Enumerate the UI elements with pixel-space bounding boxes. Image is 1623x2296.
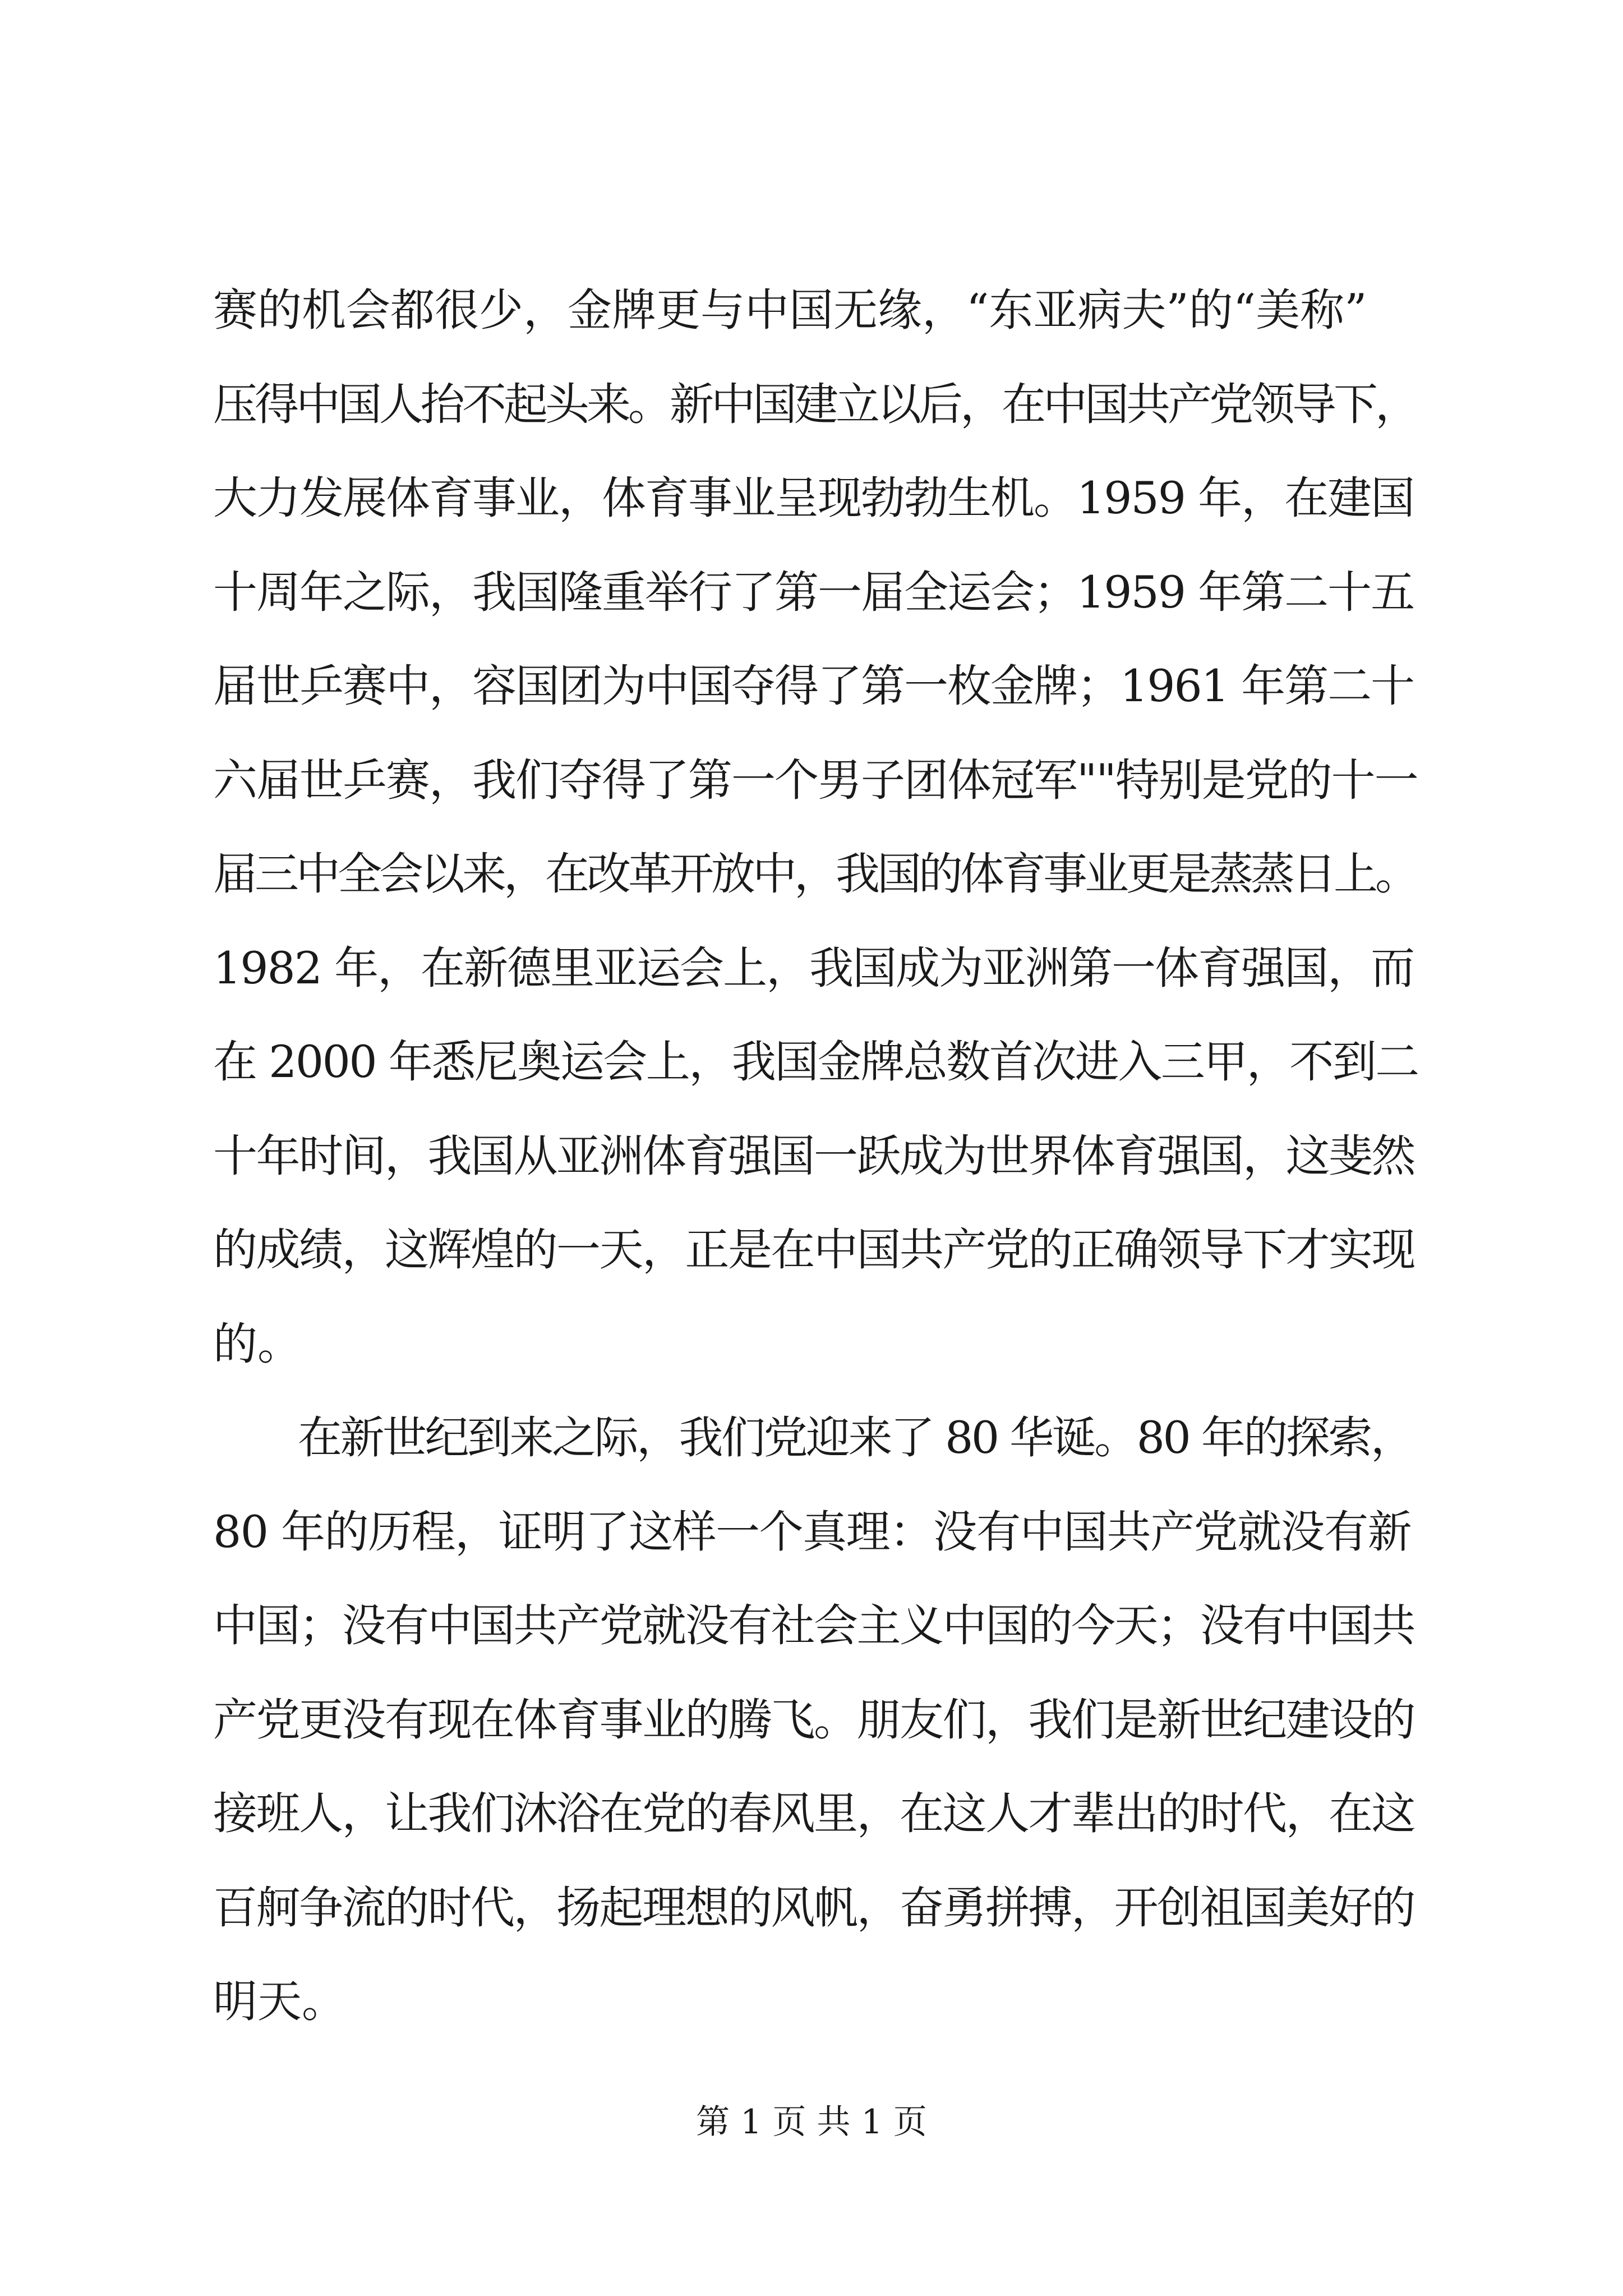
body-text [213, 264, 1419, 2049]
text-line: 的。 [213, 1318, 302, 1370]
text-line: 产党更没有现在体育事业的腾飞。朋友们，我们是新世纪建设的 [213, 1694, 1414, 1746]
text-line: 明天。 [213, 1976, 346, 2027]
paragraph-2 [213, 1391, 1419, 2049]
text-line: 的成绩，这辉煌的一天，正是在中国共产党的正确领导下才实现 [213, 1224, 1414, 1276]
text-line: 1982 年，在新德里亚运会上，我国成为亚洲第一体育强国，而 [213, 942, 1414, 994]
text-line: 在新世纪到来之际，我们党迎来了 80 华诞。80 年的探索， [213, 1412, 1413, 1464]
paragraph-1 [213, 264, 1419, 1391]
page-number-footer: 第 1 页 共 1 页 [696, 2102, 927, 2142]
text-line: 80 年的历程，证明了这样一个真理：没有中国共产党就没有新 [213, 1506, 1412, 1558]
text-line: 六届世乒赛，我们夺得了第一个男子团体冠军""特别是党的十一 [213, 754, 1418, 806]
text-line: 接班人，让我们沐浴在党的春风里，在这人才辈出的时代，在这 [213, 1788, 1414, 1839]
text-line: 十年时间，我国从亚洲体育强国一跃成为世界体育强国，这斐然 [213, 1130, 1414, 1182]
text-line: 届三中全会以来，在改革开放中，我国的体育事业更是蒸蒸日上。 [213, 848, 1417, 900]
text-line: 届世乒赛中，容国团为中国夺得了第一枚金牌；1961 年第二十 [213, 660, 1414, 712]
text-line: 百舸争流的时代，扬起理想的风帆，奋勇拼搏，开创祖国美好的 [213, 1881, 1414, 1934]
text-line: 中国；没有中国共产党就没有社会主义中国的今天；没有中国共 [213, 1600, 1414, 1651]
text-line: 十周年之际，我国隆重举行了第一届全运会；1959 年第二十五 [213, 566, 1414, 618]
text-line: 在 2000 年悉尼奥运会上，我国金牌总数首次进入三甲，不到二 [213, 1036, 1418, 1088]
text-line: 赛的机会都很少，金牌更与中国无缘，“东亚病夫”的“美称” [213, 284, 1367, 336]
text-line: 大力发展体育事业，体育事业呈现勃勃生机。1959 年，在建国 [213, 472, 1414, 524]
text-line: 压得中国人抬不起头来。新中国建立以后，在中国共产党领导下， [213, 378, 1417, 430]
